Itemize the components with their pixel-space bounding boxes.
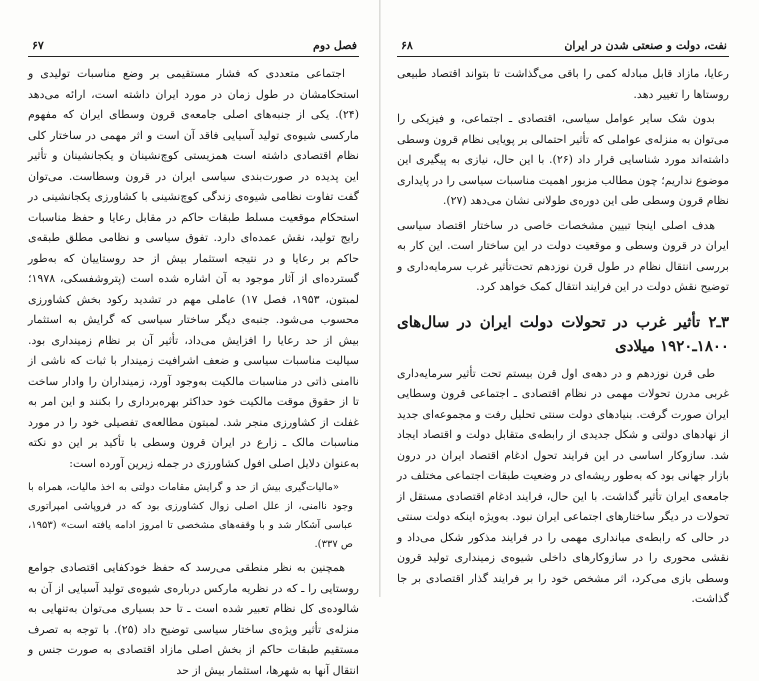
paragraph: بدون شک سایر عوامل سیاسی، اقتصادی ـ اجتماعی، و فیزیکی را می‌توان به منزله‌ی عواملی که تأثیر احتمالی بر پویایی نظام قرون وسطی داشته‌اند مورد شناسایی قرار داد (۲۶). با این حال، نیازی به پیگیری این موضوع نداریم؛ چون مطالب مزبور اهمیت مناسبات سیاسی را در پایداری نظام قرون وسطی طی این دوره‌ی طولانی نشان می‌دهد (۲۷).	[397, 112, 730, 207]
right-running-head: نفت، دولت و صنعتی شدن در ایران	[564, 39, 727, 52]
right-page	[381, 0, 759, 605]
paragraph: رعایا، مازاد قابل مبادله کمی را باقی می‌گذاشت تا بتواند اقتصاد طبیعی روستاها را تغییر دهد.	[397, 67, 729, 101]
left-page	[0, 0, 379, 677]
right-page-number: ۶۸	[401, 39, 413, 52]
left-page-body	[28, 64, 359, 681]
right-page-header	[397, 38, 729, 57]
left-page-number: ۶۷	[32, 39, 44, 52]
left-running-head: فصل دوم	[313, 39, 357, 52]
left-page-header	[28, 38, 359, 57]
right-page-body	[397, 64, 729, 610]
paragraph: طی قرن نوزدهم و در دهه‌ی اول قرن بیستم تحت تأثیر سرمایه‌داری غربی مدرن تحولات مهمی در نظام اقتصادی ـ اجتماعی قرون وسطایی ایران صورت گرفت. بنیادهای دولت سنتی تحلیل رفت و مجموعه‌ای جدید از نهادهای دولتی و شکل جدیدی از رابطه‌ی متقابل دولت و اقتصاد ایجاد شد. سازوکار اساسی در این فرایند تحول ادغام اقتصاد ایران در درون بازار جهانی بود که به‌طور ریشه‌ای در وضعیت طبقات اجتماعی مختلف در جامعه‌ی ایران تأثیر گذاشت. با این حال، فرایند ادغام اقتصادی مستقل از تحولات در دیگر ساختارهای اجتماعی ایران نبود. به‌ویژه اینکه دولت سنتی در حالی که رابطه‌ی میانداری مهمی را در فرایند مذکور شکل می‌داد و نقشی محوری را در سازوکارهای داخلی شیوه‌ی زمینداری تولید قرون وسطی بازی می‌کرد، اثر مشخص خود را بر فرایند گذار اقتصادی بر جا گذاشت.	[397, 366, 729, 605]
paragraph: اجتماعی متعددی که فشار مستقیمی بر وضع مناسبات تولیدی و استحکامشان در طول زمان در مورد ایران داشته است، ارائه می‌دهد (۲۴). یکی از جنبه‌های اصلی جامعه‌ی قرون وسطای ایران که مفهوم مارکسی شیوه‌ی تولید آسیایی فاقد آن است و اثر مهمی در ساختار کلی نظام اقتصادی داشته است همزیستی کوچ‌نشینان و یکجانشینان و تأثیر این پدیده در صورت‌بندی سیاسی ایران در قرون وسطاست. می‌توان گفت تفاوت نظامی شیوه‌ی زندگی کوچ‌نشینی با کشاورزی یکجانشینی در استحکام موقعیت مسلط طبقات حاکم در مقابل رعایا و حفظ مناسبات رایج تولید، نقش عمده‌ای دارد. تفوق سیاسی و نظامی مطلق طبقه‌ی حاکم بر رعایا و در نتیجه استثمار بیش از حد روستاییان که به‌طور گسترده‌ای از آثار موجود به آن اشاره شده است (پتروشفسکی، ۱۹۷۸؛ لمبتون، ۱۹۵۳، فصل ۱۷) عاملی مهم در تشدید رکود بخش کشاورزی محسوب می‌شود. جنبه‌ی دیگر ساختار سیاسی که گرایش به استثمار بیش از حد رعایا را افزایش می‌داد، تأثیر آن بر نظام زمینداری بود. سیالیت مناسبات سیاسی و ضعف اشرافیت زمیندار با ثبات که ناشی از ناامنی ذاتی در مناسبات مالکیت به‌وجود آورد، زمینداران را وادار ساخت تا از حقوق موقت مالکیت خود حداکثر بهره‌برداری را بکنند و این امر به غفلت از کشاورزی منجر شد. لمبتون مطالعه‌ی تفصیلی خود را در مورد مناسبات مالک ـ زارع در ایران قرون وسطی با تأکید بر این دو نکته به‌عنوان دلایل اصلی افول کشاورزی در جمله زیرین آورده است:	[28, 67, 359, 470]
paragraph: هدف اصلی اینجا تبیین مشخصات خاصی در ساختار اقتصاد سیاسی ایران در قرون وسطی و موقعیت دولت در این ساختار است. این کار به بررسی انتقال نظام در طول قرن نوزدهم تحت‌تأثیر غرب سرمایه‌داری و توضیح نقش دولت در این فرایند انتقال کمک خواهد کرد.	[397, 218, 729, 293]
paragraph: همچنین به نظر منطقی می‌رسد که حفظ خودکفایی اقتصادی جوامع روستایی را ـ که در نظریه مارکس درباره‌ی شیوه‌ی تولید آسیایی از آن به شالوده‌ی کل نظام تعبیر شده است ـ تا حد بسیاری می‌توان به‌تنهایی به منزله‌ی تأثیر ویژه‌ی ساختار سیاسی توضیح داد (۲۵). با توجه به تصرف مستقیم طبقات حاکم از بخش اصلی مازاد اقتصادی به صورت جنس و انتقال آنها به شهرها، استثمار بیش از حد	[28, 561, 359, 677]
block-quote: «مالیات‌گیری بیش از حد و گرایش مقامات دولتی به اخذ مالیات، همراه با وجود ناامنی، از علل اصلی زوال کشاورزی بود که در فروپاشی امپراتوری عباسی آشکار شد و با وقفه‌های مشخصی تا امروز ادامه یافته است» (۱۹۵۳، ص ۳۳۷).	[28, 482, 353, 550]
section-heading: ۳ـ۲ تأثیر غرب در تحولات دولت ایران در سال‌های ۱۸۰۰ـ۱۹۲۰ میلادی	[397, 312, 729, 355]
